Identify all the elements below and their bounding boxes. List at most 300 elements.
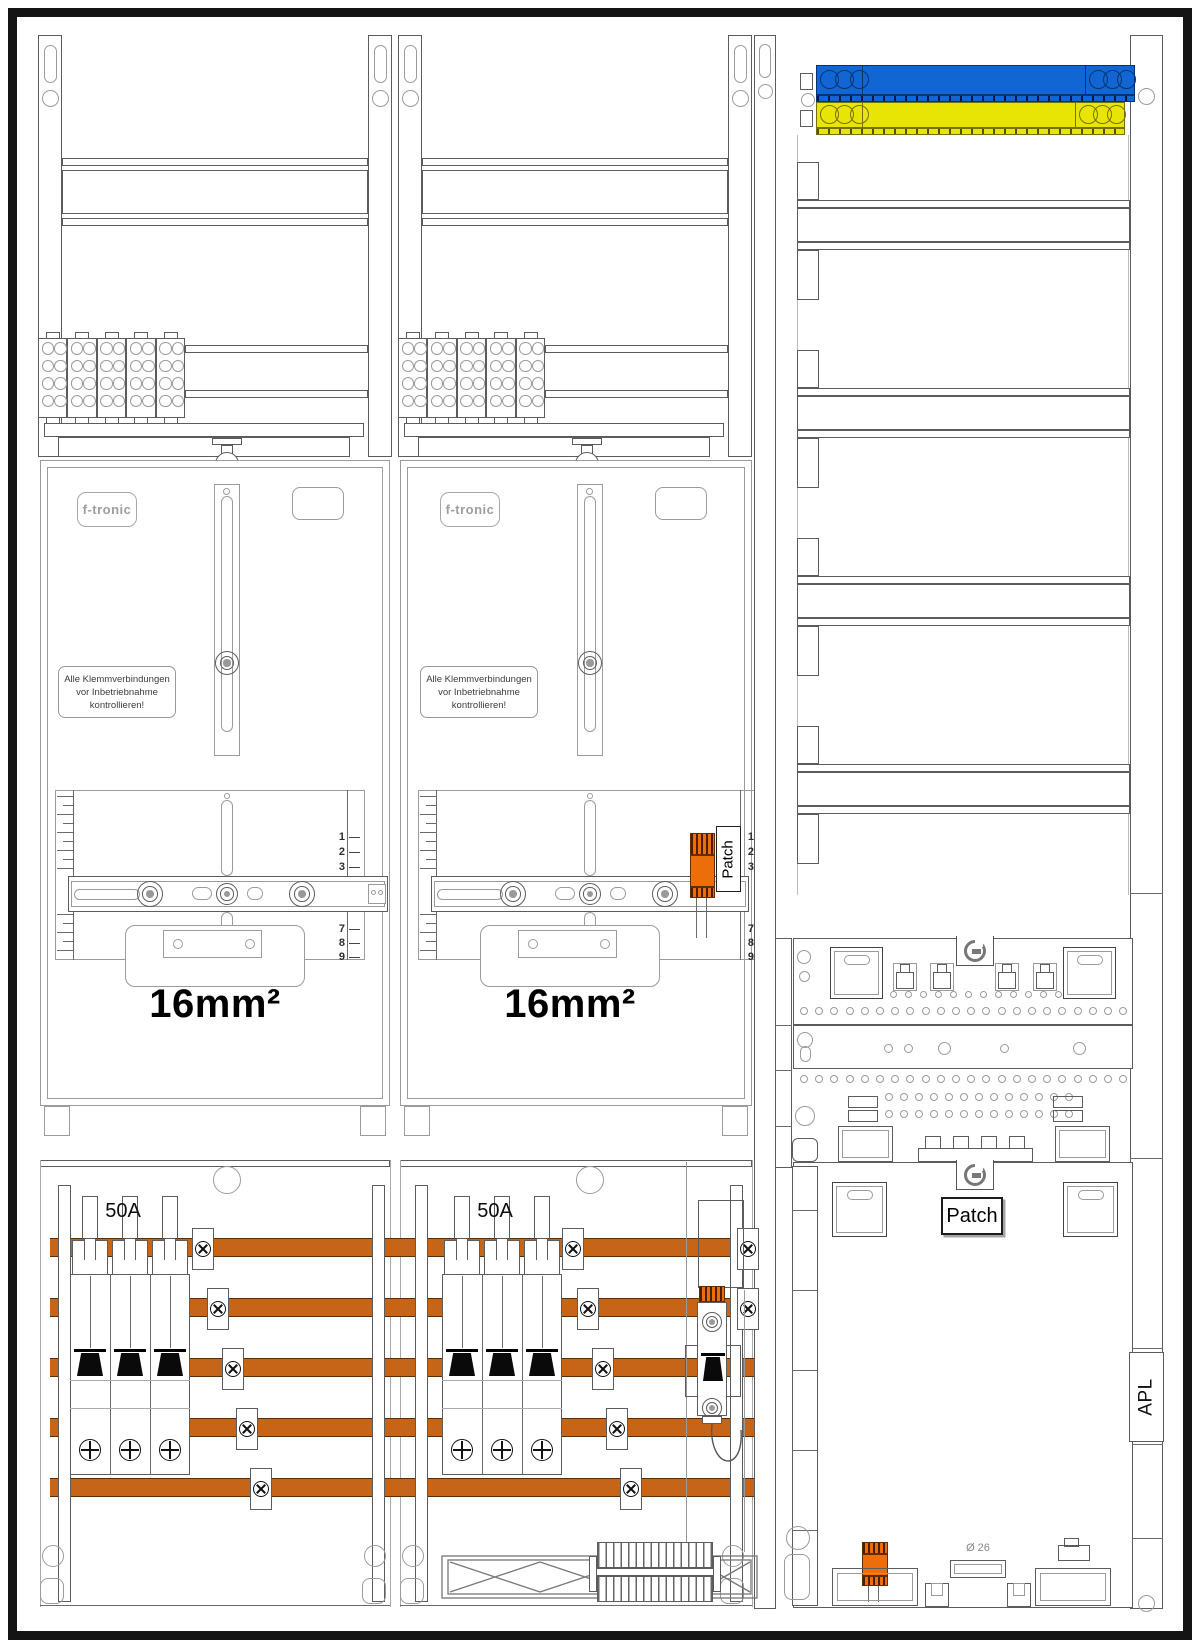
breaker-pole-sep (110, 1274, 111, 1475)
terminal-hole (443, 342, 456, 355)
strip-cutout-inner (842, 1130, 889, 1158)
vent-hole (1028, 1007, 1036, 1015)
hook-hole (600, 939, 610, 949)
zone-edge-hole (213, 1166, 241, 1194)
vent-hole (1074, 1007, 1082, 1015)
slide-screw (146, 890, 154, 898)
slide-screw (661, 890, 669, 898)
clip-icon (972, 949, 981, 954)
zone-edge (40, 1160, 390, 1167)
vent-hole (965, 991, 972, 998)
breaker-rating-label: 50A (477, 1200, 513, 1222)
rail-hook (800, 1046, 811, 1062)
t-handle (212, 438, 242, 445)
spd-toggle (703, 1357, 723, 1381)
breaker-screw (531, 1439, 553, 1461)
terminal-hole (100, 395, 113, 408)
strap-screw (223, 659, 230, 666)
terminal-hole (71, 342, 84, 355)
vent-hole (1005, 1093, 1013, 1101)
vent-hole (1089, 1075, 1097, 1083)
terminal-block-tab (494, 332, 508, 339)
strip-cutout-inner (1059, 1130, 1106, 1158)
profile-hole (42, 90, 59, 107)
terminal-strip-end (713, 1556, 721, 1592)
terminal-hole (443, 377, 456, 390)
vent-hole (990, 1110, 998, 1118)
vent-hole (1104, 1007, 1112, 1015)
ruler-tick (420, 868, 436, 869)
cross-rail (418, 437, 710, 457)
terminal-hole (159, 377, 172, 390)
scale-number: 2 (338, 846, 345, 858)
step-box (1058, 1545, 1090, 1561)
terminal-hole (402, 360, 415, 373)
scale-tick (349, 929, 360, 930)
busbar-rail (372, 1185, 385, 1602)
din-rail-edge (545, 345, 728, 353)
scale-number: 7 (747, 923, 754, 935)
inner-rail-joint (792, 1290, 818, 1291)
mounting-rail (754, 35, 776, 1609)
terminal-hole (502, 377, 515, 390)
inner-rail-cap (792, 1138, 818, 1162)
breaker-feed (534, 1196, 550, 1242)
scale-number: 8 (747, 937, 754, 949)
ruler-tick (426, 805, 436, 806)
scale-number: 7 (338, 923, 345, 935)
endcap-hole (371, 890, 376, 895)
terminal-hole (130, 342, 143, 355)
terminal-block-tab (524, 332, 538, 339)
ruler-tick (63, 941, 73, 942)
breaker-screw (119, 1439, 141, 1461)
shelf-rail-edge (797, 242, 1130, 250)
breaker-hook-notch (496, 1238, 508, 1260)
rail-foot (362, 1578, 386, 1604)
cutout-slot (1077, 955, 1103, 965)
scale-tick (349, 837, 360, 838)
device-feed (698, 1200, 744, 1288)
side-strip-joint (775, 1070, 792, 1071)
breaker-hook-notch (536, 1238, 548, 1260)
rail-clip-hole (801, 93, 815, 107)
ruler-tick (426, 923, 436, 924)
pear-slot (784, 1554, 810, 1600)
terminal-hole (142, 395, 155, 408)
zone-border (400, 1160, 401, 1607)
scale-number: 9 (747, 951, 754, 963)
rail-clip (800, 110, 813, 127)
vent-hole (975, 1110, 983, 1118)
terminal-hole (402, 377, 415, 390)
panel-tab (404, 1106, 430, 1136)
vent-hole (937, 1075, 945, 1083)
terminal-hole (414, 360, 427, 373)
rail-hole (1000, 1044, 1009, 1053)
toggle-base (114, 1349, 146, 1352)
terminal-strip-rail (593, 1568, 717, 1576)
vent-hole (885, 1110, 893, 1118)
blank-badge (655, 487, 707, 520)
pe-rail-hole (1107, 105, 1126, 124)
vent-hole (998, 1007, 1006, 1015)
cross-rail (404, 423, 724, 437)
vent-hole (861, 1007, 869, 1015)
breaker-screw (451, 1439, 473, 1461)
ruler-tick (420, 850, 436, 851)
patch-label-box (941, 1197, 1003, 1235)
vent-hole (1035, 1110, 1043, 1118)
cross-slot (584, 800, 596, 876)
breaker-wire (502, 1276, 503, 1348)
ruler-line (73, 790, 74, 960)
terminal-hole (502, 395, 515, 408)
scale-number: 2 (747, 846, 754, 858)
terminal-block-tab (46, 332, 60, 339)
ruler-tick (420, 832, 436, 833)
profile-slot (404, 45, 417, 83)
rail-joint (1130, 1538, 1163, 1539)
ruler-tick (57, 832, 73, 833)
breaker-pole-sep (150, 1274, 151, 1475)
terminal-hole (490, 377, 503, 390)
scale-number: 3 (338, 861, 345, 873)
breaker-line (442, 1380, 562, 1381)
patch-module-comb (690, 887, 715, 898)
toggle-base (701, 1353, 725, 1356)
vent-hole (800, 1007, 808, 1015)
ruler-tick (57, 950, 73, 951)
rail-joint (1130, 1158, 1163, 1159)
ruler-tick (63, 923, 73, 924)
rail-foot-hole (364, 1545, 386, 1567)
shelf-rail (797, 772, 1130, 806)
brand-label: f-tronic (445, 502, 495, 517)
cutout-slot (1078, 1190, 1104, 1200)
cross-slot (221, 800, 233, 876)
ruler-tick (426, 941, 436, 942)
patch-module-body (690, 855, 715, 887)
scale-tick (349, 867, 360, 868)
vent-hole (861, 1075, 869, 1083)
bottom-cutout-inner (1040, 1573, 1106, 1601)
terminal-hole (460, 360, 473, 373)
ruler-tick (420, 814, 436, 815)
shelf-rail-edge (797, 576, 1130, 584)
terminal-hole (473, 377, 486, 390)
warning-label (58, 666, 176, 718)
brand-label: f-tronic (82, 502, 132, 517)
side-strip-joint (775, 1126, 792, 1127)
vent-hole (930, 1093, 938, 1101)
terminal-hole (42, 360, 55, 373)
terminal-hole (54, 377, 67, 390)
clip-hole (795, 1106, 815, 1126)
vent-hole (1020, 1110, 1028, 1118)
breaker-toggle (489, 1353, 515, 1376)
rj45-jack-body (933, 972, 951, 989)
terminal-hole (519, 395, 532, 408)
terminal-hole (100, 360, 113, 373)
wire-loop (690, 1420, 760, 1486)
din-rail-edge (422, 218, 728, 226)
slide-slot (192, 887, 212, 900)
terminal-hole (443, 395, 456, 408)
rj45-jack-tab (900, 964, 910, 973)
terminal-hole (83, 377, 96, 390)
terminal-hole (519, 342, 532, 355)
breaker-wire (90, 1276, 91, 1348)
vent-hole (1013, 1007, 1021, 1015)
profile-slot (44, 45, 57, 83)
shelf-rail-edge (797, 618, 1130, 626)
vent-hole (930, 1110, 938, 1118)
ruler-tick (426, 841, 436, 842)
rail-hole (1073, 1042, 1086, 1055)
rail-hole (884, 1044, 893, 1053)
scale-number: 9 (338, 951, 345, 963)
terminal-hole (443, 360, 456, 373)
vent-hole (920, 991, 927, 998)
vent-hole (995, 991, 1002, 998)
slide-slot (610, 887, 626, 900)
breaker-line (70, 1380, 190, 1381)
vent-hole (1035, 1093, 1043, 1101)
rail-tab (797, 814, 819, 864)
terminal-hole (130, 395, 143, 408)
spd-screw (709, 1405, 715, 1411)
terminal-hole (100, 377, 113, 390)
vent-hole (1074, 1075, 1082, 1083)
terminal-hole (83, 342, 96, 355)
rail-joint (1130, 1348, 1163, 1349)
shelf-rail (797, 208, 1130, 242)
vent-hole (800, 1075, 808, 1083)
breaker-screw (79, 1439, 101, 1461)
terminal-hole (42, 395, 55, 408)
cross-hole (224, 793, 230, 799)
cross-rail (58, 437, 350, 457)
shelf-rail (797, 584, 1130, 618)
rail-joint (1130, 893, 1163, 894)
terminal-hole (414, 342, 427, 355)
terminal-hole (490, 395, 503, 408)
vent-hole (876, 1007, 884, 1015)
inner-rail-joint (792, 1450, 818, 1451)
cross-hole (587, 793, 593, 799)
terminal-block-tab (164, 332, 178, 339)
ruler-tick (57, 850, 73, 851)
terminal-hole (83, 395, 96, 408)
panel-tab (722, 1106, 748, 1136)
slide-slot (555, 887, 575, 900)
terminal-hole (414, 395, 427, 408)
vent-hole (937, 1007, 945, 1015)
warning-line: Alle Klemmverbindungen (426, 673, 532, 685)
slide-slot (437, 889, 503, 900)
vent-hole (990, 1093, 998, 1101)
toggle-base (446, 1349, 478, 1352)
slide-slot (74, 889, 140, 900)
terminal-block-tab (105, 332, 119, 339)
ruler-tick (57, 932, 73, 933)
strip-bracket (1053, 1096, 1083, 1108)
terminal-hole (519, 360, 532, 373)
ruler-tick (63, 841, 73, 842)
pe-rail-comb (816, 128, 1125, 135)
pe-rail-hole (850, 105, 869, 124)
din-rail-edge (422, 158, 728, 166)
profile-hole (1138, 1595, 1155, 1612)
ruler-tick (426, 823, 436, 824)
patch-module-comb (690, 833, 715, 855)
terminal-hole (159, 395, 172, 408)
shelf-rail-edge (797, 388, 1130, 396)
din-rail-edge (185, 345, 368, 353)
strap-hole (223, 488, 230, 495)
clip-icon (972, 1173, 981, 1178)
din-rail-edge (185, 390, 368, 398)
apl-label-text: APL (1135, 1378, 1157, 1416)
terminal-hole (159, 342, 172, 355)
vent-hole (1020, 1093, 1028, 1101)
ruler-tick (426, 859, 436, 860)
vent-hole (900, 1110, 908, 1118)
terminal-hole (431, 342, 444, 355)
strap-slot (221, 496, 233, 732)
profile-hole (758, 84, 773, 99)
wire-gauge-label: 16mm² (149, 982, 281, 1026)
vent-hole (935, 991, 942, 998)
terminal-strip (597, 1576, 713, 1602)
scale-number: 8 (338, 937, 345, 949)
strip-bracket (1053, 1110, 1083, 1122)
scale-strip-line (347, 790, 348, 960)
step-box (1064, 1538, 1079, 1547)
spd-screw (709, 1319, 715, 1325)
terminal-hole (402, 395, 415, 408)
vent-hole (1104, 1075, 1112, 1083)
vent-hole (952, 1007, 960, 1015)
shelf-rail (797, 396, 1130, 430)
toggle-base (526, 1349, 558, 1352)
terminal-hole (42, 377, 55, 390)
terminal-hole (130, 360, 143, 373)
terminal-strip (597, 1542, 713, 1568)
hook-hole (245, 939, 255, 949)
breaker-toggle (449, 1353, 475, 1376)
vent-hole (945, 1110, 953, 1118)
warning-line: vor Inbetriebnahme (76, 686, 158, 698)
t-handle (572, 438, 602, 445)
busbar-rail (415, 1185, 428, 1602)
cross-rail (44, 423, 364, 437)
rail-tab (797, 726, 819, 764)
slide-screw (298, 890, 306, 898)
zone-edge (400, 1160, 752, 1167)
breaker-screw (159, 1439, 181, 1461)
vent-hole (876, 1075, 884, 1083)
strip-bracket (848, 1110, 878, 1122)
panel-screw (797, 950, 811, 964)
breaker-hook-notch (84, 1238, 96, 1260)
blank-badge (292, 487, 344, 520)
terminal-hole (532, 377, 545, 390)
vent-hole (945, 1093, 953, 1101)
rail-foot (40, 1578, 64, 1604)
terminal-block-tab (435, 332, 449, 339)
rj45-jack-tab (1040, 964, 1050, 973)
rail-hole (938, 1042, 951, 1055)
terminal-hole (159, 360, 172, 373)
panel-screw (799, 971, 810, 982)
brand-badge (440, 492, 500, 527)
terminal-strip-end (589, 1556, 597, 1592)
vent-hole (900, 1093, 908, 1101)
n-rail-hole (850, 70, 869, 89)
clip-icon (975, 938, 983, 947)
breaker-wire (130, 1276, 131, 1348)
profile-hole (1138, 88, 1155, 105)
terminal-hole (54, 342, 67, 355)
grommet-box-inner (954, 1564, 1002, 1574)
pear-hole (786, 1526, 810, 1550)
zone-border (40, 1160, 41, 1607)
inner-rail-joint (792, 1210, 818, 1211)
shelf-rail-edge (797, 764, 1130, 772)
inner-rail-joint (792, 1370, 818, 1371)
terminal-hole (100, 342, 113, 355)
busbar (50, 1478, 770, 1497)
vent-hole (915, 1110, 923, 1118)
vent-hole (998, 1075, 1006, 1083)
spd-cap (699, 1286, 725, 1302)
module-wire (706, 898, 707, 938)
patch-label-vertical (716, 826, 741, 892)
breaker-line (70, 1408, 190, 1409)
terminal-hole (414, 377, 427, 390)
vent-hole (950, 991, 957, 998)
vent-hole (846, 1075, 854, 1083)
shelf-rail-edge (797, 200, 1130, 208)
bottom-cutout-inner (837, 1573, 913, 1601)
rj45-jack-body (1036, 972, 1054, 989)
scale-number: 1 (747, 831, 754, 843)
scale-number: 3 (747, 861, 754, 873)
pe-rail-divider (1075, 102, 1076, 128)
vent-hole (1028, 1075, 1036, 1083)
clip-icon (975, 1162, 983, 1171)
terminal-comb (862, 1542, 888, 1554)
vent-hole (890, 991, 897, 998)
breaker-hook-notch (124, 1238, 136, 1260)
terminal-hole (502, 360, 515, 373)
ruler-tick (57, 868, 73, 869)
shelf-rail-edge (797, 806, 1130, 814)
rj45-jack-tab (1002, 964, 1012, 973)
ruler-tick (57, 814, 73, 815)
panel-tab (360, 1106, 386, 1136)
hook-hole (173, 939, 183, 949)
breaker-screw (491, 1439, 513, 1461)
rail-joint (1130, 1444, 1163, 1445)
breaker-wire (170, 1276, 171, 1348)
toggle-base (74, 1349, 106, 1352)
terminal-hole (71, 377, 84, 390)
bottom-clip-inner (931, 1583, 943, 1596)
ruler-line (436, 790, 437, 960)
